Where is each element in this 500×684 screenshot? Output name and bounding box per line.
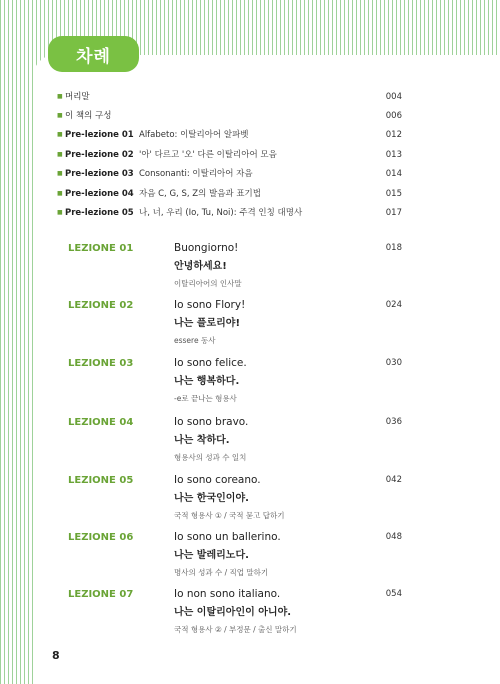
bullet-icon: ■ — [57, 112, 63, 119]
lesson-title-italian: Io non sono italiano. — [174, 588, 281, 600]
toc-page-number: 006 — [385, 111, 402, 121]
toc-item-desc: Alfabeto: 이탈리아어 알파벳 — [139, 130, 249, 140]
toc-page-number: 054 — [385, 589, 402, 599]
lesson-title-korean: 나는 착하다. — [174, 435, 230, 446]
toc-lesson[interactable] — [68, 243, 402, 299]
toc-page-number: 017 — [385, 208, 402, 218]
toc-title-tab — [48, 36, 139, 72]
footer-page-number: 8 — [52, 649, 60, 662]
toc-pre-item[interactable] — [57, 89, 402, 105]
lesson-title-italian: Io sono Flory! — [174, 299, 246, 311]
toc-pre-item[interactable] — [57, 205, 402, 221]
lesson-title-italian: Buongiorno! — [174, 242, 239, 254]
lesson-title-korean: 나는 한국인이야. — [174, 493, 249, 504]
lesson-topic: 형용사의 성과 수 일치 — [174, 453, 247, 462]
lesson-number: LEZIONE 07 — [68, 589, 134, 600]
toc-item-label: Pre-lezione 02 — [65, 150, 134, 160]
bullet-icon: ■ — [57, 93, 63, 100]
lesson-title-korean: 안녕하세요! — [174, 261, 227, 272]
lesson-title-korean: 나는 이탈리아인이 아니야. — [174, 607, 292, 618]
lesson-title-italian: Io sono felice. — [174, 357, 247, 369]
bullet-icon: ■ — [57, 170, 63, 177]
toc-page-number: 036 — [385, 417, 402, 427]
toc-lesson[interactable] — [68, 532, 402, 588]
lesson-topic: -e로 끝나는 형용사 — [174, 394, 237, 403]
lesson-topic: 명사의 성과 수 / 직업 말하기 — [174, 568, 269, 577]
lesson-title-korean: 나는 발레리노다. — [174, 550, 249, 561]
toc-lesson[interactable] — [68, 475, 402, 531]
bullet-icon: ■ — [57, 131, 63, 138]
toc-page-number: 030 — [385, 358, 402, 368]
lesson-topic: essere 동사 — [174, 336, 216, 345]
bullet-icon: ■ — [57, 209, 63, 216]
toc-page-number: 048 — [385, 532, 402, 542]
lesson-number: LEZIONE 05 — [68, 475, 134, 486]
toc-item-label: Pre-lezione 05 — [65, 208, 134, 218]
lesson-topic: 국적 형용사 ① / 국적 묻고 답하기 — [174, 511, 285, 520]
toc-item-label: 이 책의 구성 — [65, 111, 112, 121]
toc-pre-item[interactable] — [57, 108, 402, 124]
toc-lesson[interactable] — [68, 300, 402, 356]
lesson-number: LEZIONE 06 — [68, 532, 134, 543]
lesson-number: LEZIONE 01 — [68, 243, 134, 254]
toc-page-number: 042 — [385, 475, 402, 485]
lesson-title-italian: Io sono un ballerino. — [174, 531, 281, 543]
page-title: 차례 — [76, 46, 111, 67]
toc-page-number: 014 — [385, 169, 402, 179]
toc-page-number: 013 — [385, 150, 402, 160]
toc-page-number: 012 — [385, 130, 402, 140]
toc-pre-item[interactable] — [57, 147, 402, 163]
toc-pre-item[interactable] — [57, 127, 402, 143]
toc-page-number: 018 — [385, 243, 402, 253]
toc-pre-item[interactable] — [57, 166, 402, 182]
toc-item-desc: '아' 다르고 '오' 다른 이탈리아어 모음 — [139, 150, 277, 160]
lesson-title-korean: 나는 플로리야! — [174, 318, 241, 329]
lesson-number: LEZIONE 02 — [68, 300, 134, 311]
toc-page-number: 015 — [385, 189, 402, 199]
lesson-title-italian: Io sono bravo. — [174, 416, 249, 428]
toc-lesson[interactable] — [68, 589, 402, 645]
toc-page-number: 024 — [385, 300, 402, 310]
bullet-icon: ■ — [57, 190, 63, 197]
lesson-number: LEZIONE 04 — [68, 417, 134, 428]
toc-item-desc: 나, 너, 우리 (Io, Tu, Noi): 주격 인칭 대명사 — [139, 208, 303, 218]
toc-item-label: Pre-lezione 03 — [65, 169, 134, 179]
lesson-topic: 국적 형용사 ② / 부정문 / 출신 말하기 — [174, 625, 297, 634]
lesson-title-italian: Io sono coreano. — [174, 474, 261, 486]
toc-item-label: Pre-lezione 01 — [65, 130, 134, 140]
lesson-topic: 이탈리아어의 인사말 — [174, 279, 242, 288]
toc-item-desc: Consonanti: 이탈리아어 자음 — [139, 169, 253, 179]
toc-lesson[interactable] — [68, 417, 402, 473]
toc-item-label: Pre-lezione 04 — [65, 189, 134, 199]
toc-item-desc: 자음 C, G, S, Z의 발음과 표기법 — [139, 189, 261, 199]
toc-pre-item[interactable] — [57, 186, 402, 202]
toc-lesson[interactable] — [68, 358, 402, 414]
lesson-title-korean: 나는 행복하다. — [174, 376, 240, 387]
toc-item-label: 머리말 — [65, 92, 90, 102]
lesson-number: LEZIONE 03 — [68, 358, 134, 369]
toc-page-number: 004 — [385, 92, 402, 102]
bullet-icon: ■ — [57, 151, 63, 158]
